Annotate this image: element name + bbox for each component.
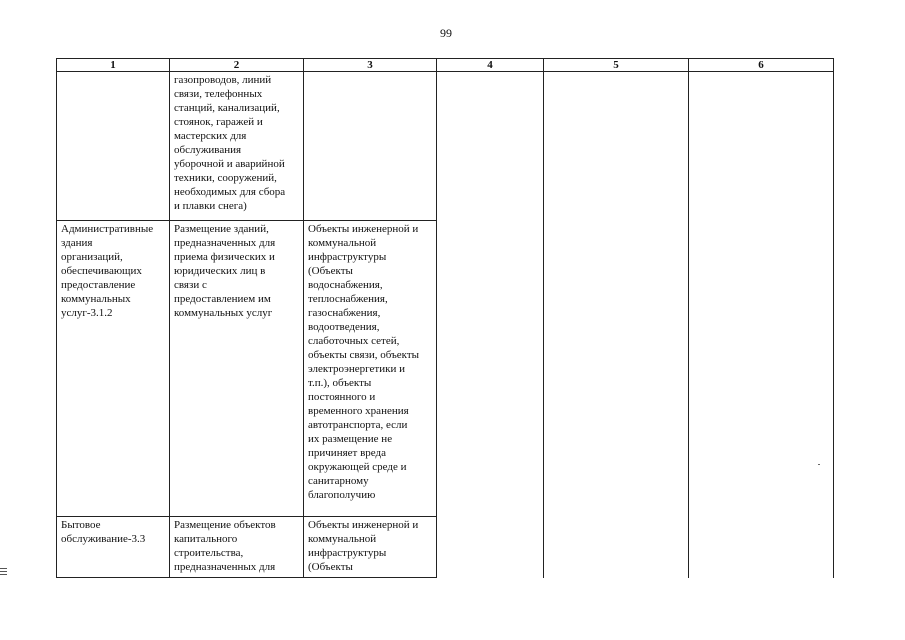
cell-text-line: Бытовое (61, 519, 101, 531)
column-header-2: 2 (170, 59, 304, 72)
cell-text-line: постоянного и (308, 391, 376, 403)
column-header-6: 6 (689, 59, 834, 72)
row-1-col-1 (57, 72, 170, 221)
land-use-table (56, 58, 834, 578)
cell-text-line: слаботочных сетей, (308, 335, 400, 347)
cell-text-line: предоставлением им (174, 293, 271, 305)
cell-text-line: предоставление (61, 279, 136, 291)
cell-text-line: уборочной и аварийной (174, 158, 285, 170)
cell-text-line: мастерских для (174, 130, 247, 142)
cell-text-line: техники, сооружений, (174, 172, 277, 184)
cell-text-line: обслуживания (174, 144, 242, 156)
row-1-col-3 (304, 72, 437, 221)
cell-text-line: объекты связи, объекты (308, 349, 420, 361)
row-2-col-2 (170, 221, 304, 517)
cell-text-line: временного хранения (308, 405, 409, 417)
cell-text-line: коммунальных услуг (174, 307, 273, 319)
cell-text-line: коммунальной (308, 533, 377, 545)
cell-text-line: инфраструктуры (308, 547, 387, 559)
column-header-5: 5 (544, 59, 689, 72)
cell-text-line: строительства, (174, 547, 244, 559)
cell-text-line: инфраструктуры (308, 251, 387, 263)
cell-text-line: приема физических и (174, 251, 275, 263)
row-1-col-2 (170, 72, 304, 221)
cell-text-line: предназначенных для (174, 237, 276, 249)
column-6-cell (689, 72, 834, 578)
cell-text-line: организаций, (61, 251, 123, 263)
cell-text-line: юридических лиц в (174, 265, 266, 277)
cell-text-line: т.п.), объекты (308, 377, 372, 389)
cell-text-line: коммунальной (308, 237, 377, 249)
row-2-col-1 (57, 221, 170, 517)
cell-text-line: электроэнергетики и (308, 363, 405, 375)
cell-text-line: теплоснабжения, (308, 293, 388, 305)
cell-text-line: коммунальных (61, 293, 131, 305)
cell-text-line: Размещение объектов (174, 519, 276, 531)
column-header-3: 3 (304, 59, 437, 72)
row-3-col-2 (170, 517, 304, 578)
cell-text-line: (Объекты (308, 265, 353, 277)
column-5-cell (544, 72, 689, 578)
cell-text-line: газопроводов, линий (174, 74, 272, 86)
cell-text-line: услуг-3.1.2 (61, 307, 113, 319)
cell-text-line: Административные (61, 223, 154, 235)
cell-text-line: Размещение зданий, (174, 223, 269, 235)
table-header-row (57, 59, 834, 72)
row-2-col-3 (304, 221, 437, 517)
row-3-col-1 (57, 517, 170, 578)
cell-text-line: их размещение не (308, 433, 393, 445)
cell-text-line: водоотведения, (308, 321, 380, 333)
cell-text-line: окружающей среде и (308, 461, 407, 473)
cell-text-line: Объекты инженерной и (308, 223, 419, 235)
cell-text-line: благополучию (308, 489, 376, 501)
cell-text-line: станций, канализаций, (174, 102, 280, 114)
cell-text-line: газоснабжения, (308, 307, 381, 319)
scan-speck (818, 464, 820, 465)
cell-text-line: водоснабжения, (308, 279, 383, 291)
cell-text-line: (Объекты (308, 561, 353, 573)
cell-text-line: обеспечивающих (61, 265, 142, 277)
cell-text-line: Объекты инженерной и (308, 519, 419, 531)
cell-text-line: и плавки снега) (174, 200, 247, 212)
margin-mark (0, 568, 7, 577)
column-4-cell (437, 72, 544, 578)
column-header-4: 4 (437, 59, 544, 72)
cell-text-line: предназначенных для (174, 561, 276, 573)
cell-text-line: санитарному (308, 475, 369, 487)
cell-text-line: стоянок, гаражей и (174, 116, 263, 128)
cell-text-line: связи с (174, 279, 207, 291)
cell-text-line: причиняет вреда (308, 447, 386, 459)
column-header-1: 1 (57, 59, 170, 72)
table-row (57, 72, 834, 221)
cell-text-line: необходимых для сбора (174, 186, 286, 198)
cell-text-line: капитального (174, 533, 238, 545)
page-number: 99 (440, 26, 452, 40)
cell-text-line: обслуживание-3.3 (61, 533, 146, 545)
row-3-col-3 (304, 517, 437, 578)
cell-text-line: автотранспорта, если (308, 419, 408, 431)
cell-text-line: связи, телефонных (174, 88, 263, 100)
cell-text-line: здания (61, 237, 93, 249)
